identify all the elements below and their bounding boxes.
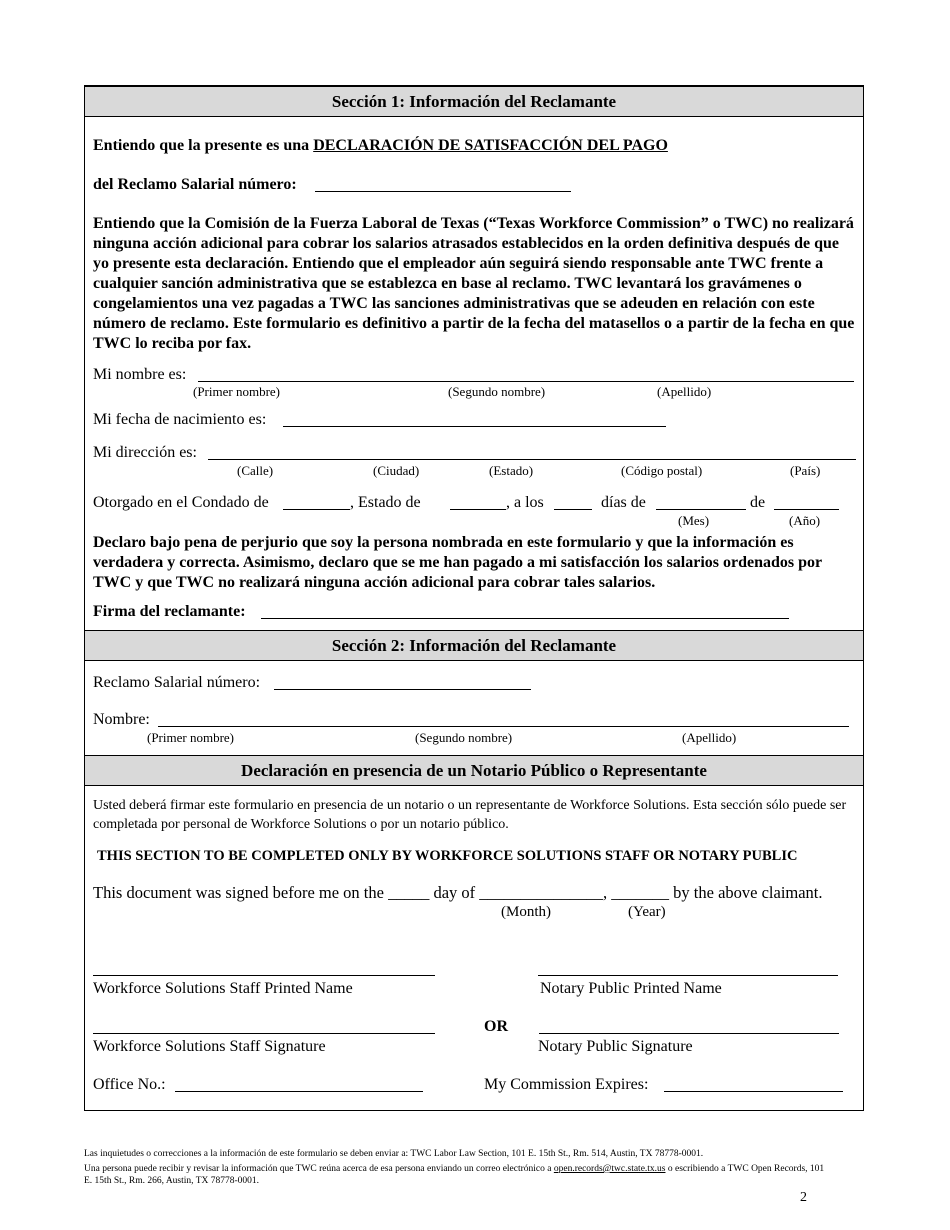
section2-claim-field[interactable]	[274, 689, 531, 690]
dob-field[interactable]	[283, 426, 666, 427]
commission-field[interactable]	[664, 1091, 843, 1092]
county-field[interactable]	[283, 509, 350, 510]
zip-sublabel: (Código postal)	[621, 463, 703, 478]
office-field[interactable]	[175, 1091, 423, 1092]
middle-name-sublabel: (Segundo nombre)	[448, 384, 546, 399]
notary-header: Declaración en presencia de un Notario Público o Representante	[85, 755, 863, 786]
signed-year-sublabel: (Year)	[628, 904, 666, 920]
commission-label: My Commission Expires:	[484, 1076, 649, 1093]
section2-name-field[interactable]	[158, 726, 849, 727]
signed-month-sublabel: (Month)	[501, 904, 551, 920]
name-field[interactable]	[198, 381, 854, 382]
footer-records	[84, 1164, 824, 1175]
claim-number-label: del Reclamo Salarial número:	[93, 176, 297, 193]
staff-signature-line[interactable]	[93, 1033, 435, 1034]
section2-first-sublabel: (Primer nombre)	[147, 730, 235, 745]
city-sublabel: (Ciudad)	[373, 463, 420, 478]
staff-name-label: Workforce Solutions Staff Printed Name	[93, 980, 353, 997]
signed-before-text: This document was signed before me on the _____ day of _______________, _______ by the above claimant.	[93, 883, 823, 902]
section1-header: Sección 1: Información del Reclamante	[85, 86, 863, 117]
section2-middle-sublabel: (Segundo nombre)	[415, 730, 513, 745]
state-sublabel: (Estado)	[489, 463, 534, 478]
perjury-declaration: Declaro bajo pena de perjurio que soy la persona nombrada en este formulario y que la información es verdadera y correcta. Asimismo, declaro que se me han pagado a mi satisfacción los salarios ordenados por TWC y que TWC no realizará ninguna acción adicional para cobrar tales salarios.	[93, 534, 822, 591]
statement-prefix: Entiendo que la presente es una	[93, 137, 314, 154]
statement-heading: DECLARACIÓN DE SATISFACCIÓN DEL PAGO	[313, 137, 668, 154]
year-field[interactable]	[774, 509, 839, 510]
records-email-link[interactable]: open.records@twc.state.tx.us	[553, 1164, 666, 1174]
month-sublabel: (Mes)	[678, 513, 710, 528]
page-number: 2	[800, 1190, 807, 1205]
staff-name-line[interactable]	[93, 975, 435, 976]
section2-name-label: Nombre:	[93, 711, 150, 728]
notary-name-label: Notary Public Printed Name	[540, 980, 722, 997]
signature-field[interactable]	[261, 618, 789, 619]
granted-county-label: Otorgado en el Condado de	[93, 494, 269, 511]
notary-signature-line[interactable]	[539, 1033, 839, 1034]
dob-label: Mi fecha de nacimiento es:	[93, 411, 267, 428]
footer-address: E. 15th St., Rm. 266, Austin, TX 78778-0001.	[84, 1176, 260, 1186]
granted-month-label: días de	[601, 494, 646, 511]
country-sublabel: (País)	[790, 463, 821, 478]
signature-label: Firma del reclamante:	[93, 603, 246, 620]
day-field[interactable]	[554, 509, 592, 510]
acknowledgement-paragraph: Entiendo que la Comisión de la Fuerza Laboral de Texas (“Texas Workforce Commission” o TWC) no realizará ninguna acción adicional para cobrar los salarios atrasados establecidos en la orden definitiva después de que yo presente esta declaración. Entiendo que el empleador aún seguirá siendo responsable ante TWC frente a cualquier sanción administrativa que se establezca en base al reclamo. TWC levantará los gravámenes o congelamientos una vez pagadas a TWC las sanciones administrativas que se adeuden en relación con este número de reclamo. Este formulario es definitivo a partir de la fecha del matasellos o a partir de la fecha en que TWC lo reciba por fax.	[93, 215, 855, 352]
granted-state-label: , Estado de	[350, 494, 421, 511]
section2-claim-label: Reclamo Salarial número:	[93, 674, 261, 691]
state-field[interactable]	[450, 509, 506, 510]
month-field[interactable]	[656, 509, 746, 510]
notary-instructions: Usted deberá firmar este formulario en presencia de un notario o un representante de Workforce Solutions. Esta sección sólo puede ser completada por personal de Workforce Solutions o por un notario público.	[93, 798, 847, 832]
granted-year-label: de	[750, 494, 766, 511]
granted-days-label: , a los	[506, 494, 544, 511]
first-name-sublabel: (Primer nombre)	[193, 384, 281, 399]
staff-only-notice: THIS SECTION TO BE COMPLETED ONLY BY WORKFORCE SOLUTIONS STAFF OR NOTARY PUBLIC	[97, 848, 798, 864]
or-label: OR	[484, 1018, 508, 1035]
statement-title	[93, 136, 668, 156]
office-label: Office No.:	[93, 1076, 166, 1093]
street-sublabel: (Calle)	[237, 463, 274, 478]
address-label: Mi dirección es:	[93, 444, 197, 461]
last-name-sublabel: (Apellido)	[657, 384, 712, 399]
notary-signature-label: Notary Public Signature	[538, 1038, 693, 1055]
footer-records-text-end: o escribiendo a TWC Open Records, 101	[665, 1164, 825, 1174]
name-label: Mi nombre es:	[93, 366, 187, 383]
section2-last-sublabel: (Apellido)	[682, 730, 737, 745]
staff-signature-label: Workforce Solutions Staff Signature	[93, 1038, 326, 1055]
claim-form	[84, 85, 864, 1111]
notary-name-line[interactable]	[538, 975, 838, 976]
address-field[interactable]	[208, 459, 856, 460]
year-sublabel: (Año)	[789, 513, 821, 528]
footer-records-text: Una persona puede recibir y revisar la información que TWC reúna acerca de esa persona enviando un correo electrónico a	[84, 1164, 554, 1174]
claim-number-field[interactable]	[315, 191, 571, 192]
footer-corrections: Las inquietudes o correcciones a la información de este formulario se deben enviar a: TWC Labor Law Section, 101 E. 15th St., Rm. 514, Austin, TX 78778-0001.	[84, 1149, 704, 1159]
section2-header: Sección 2: Información del Reclamante	[85, 630, 863, 661]
